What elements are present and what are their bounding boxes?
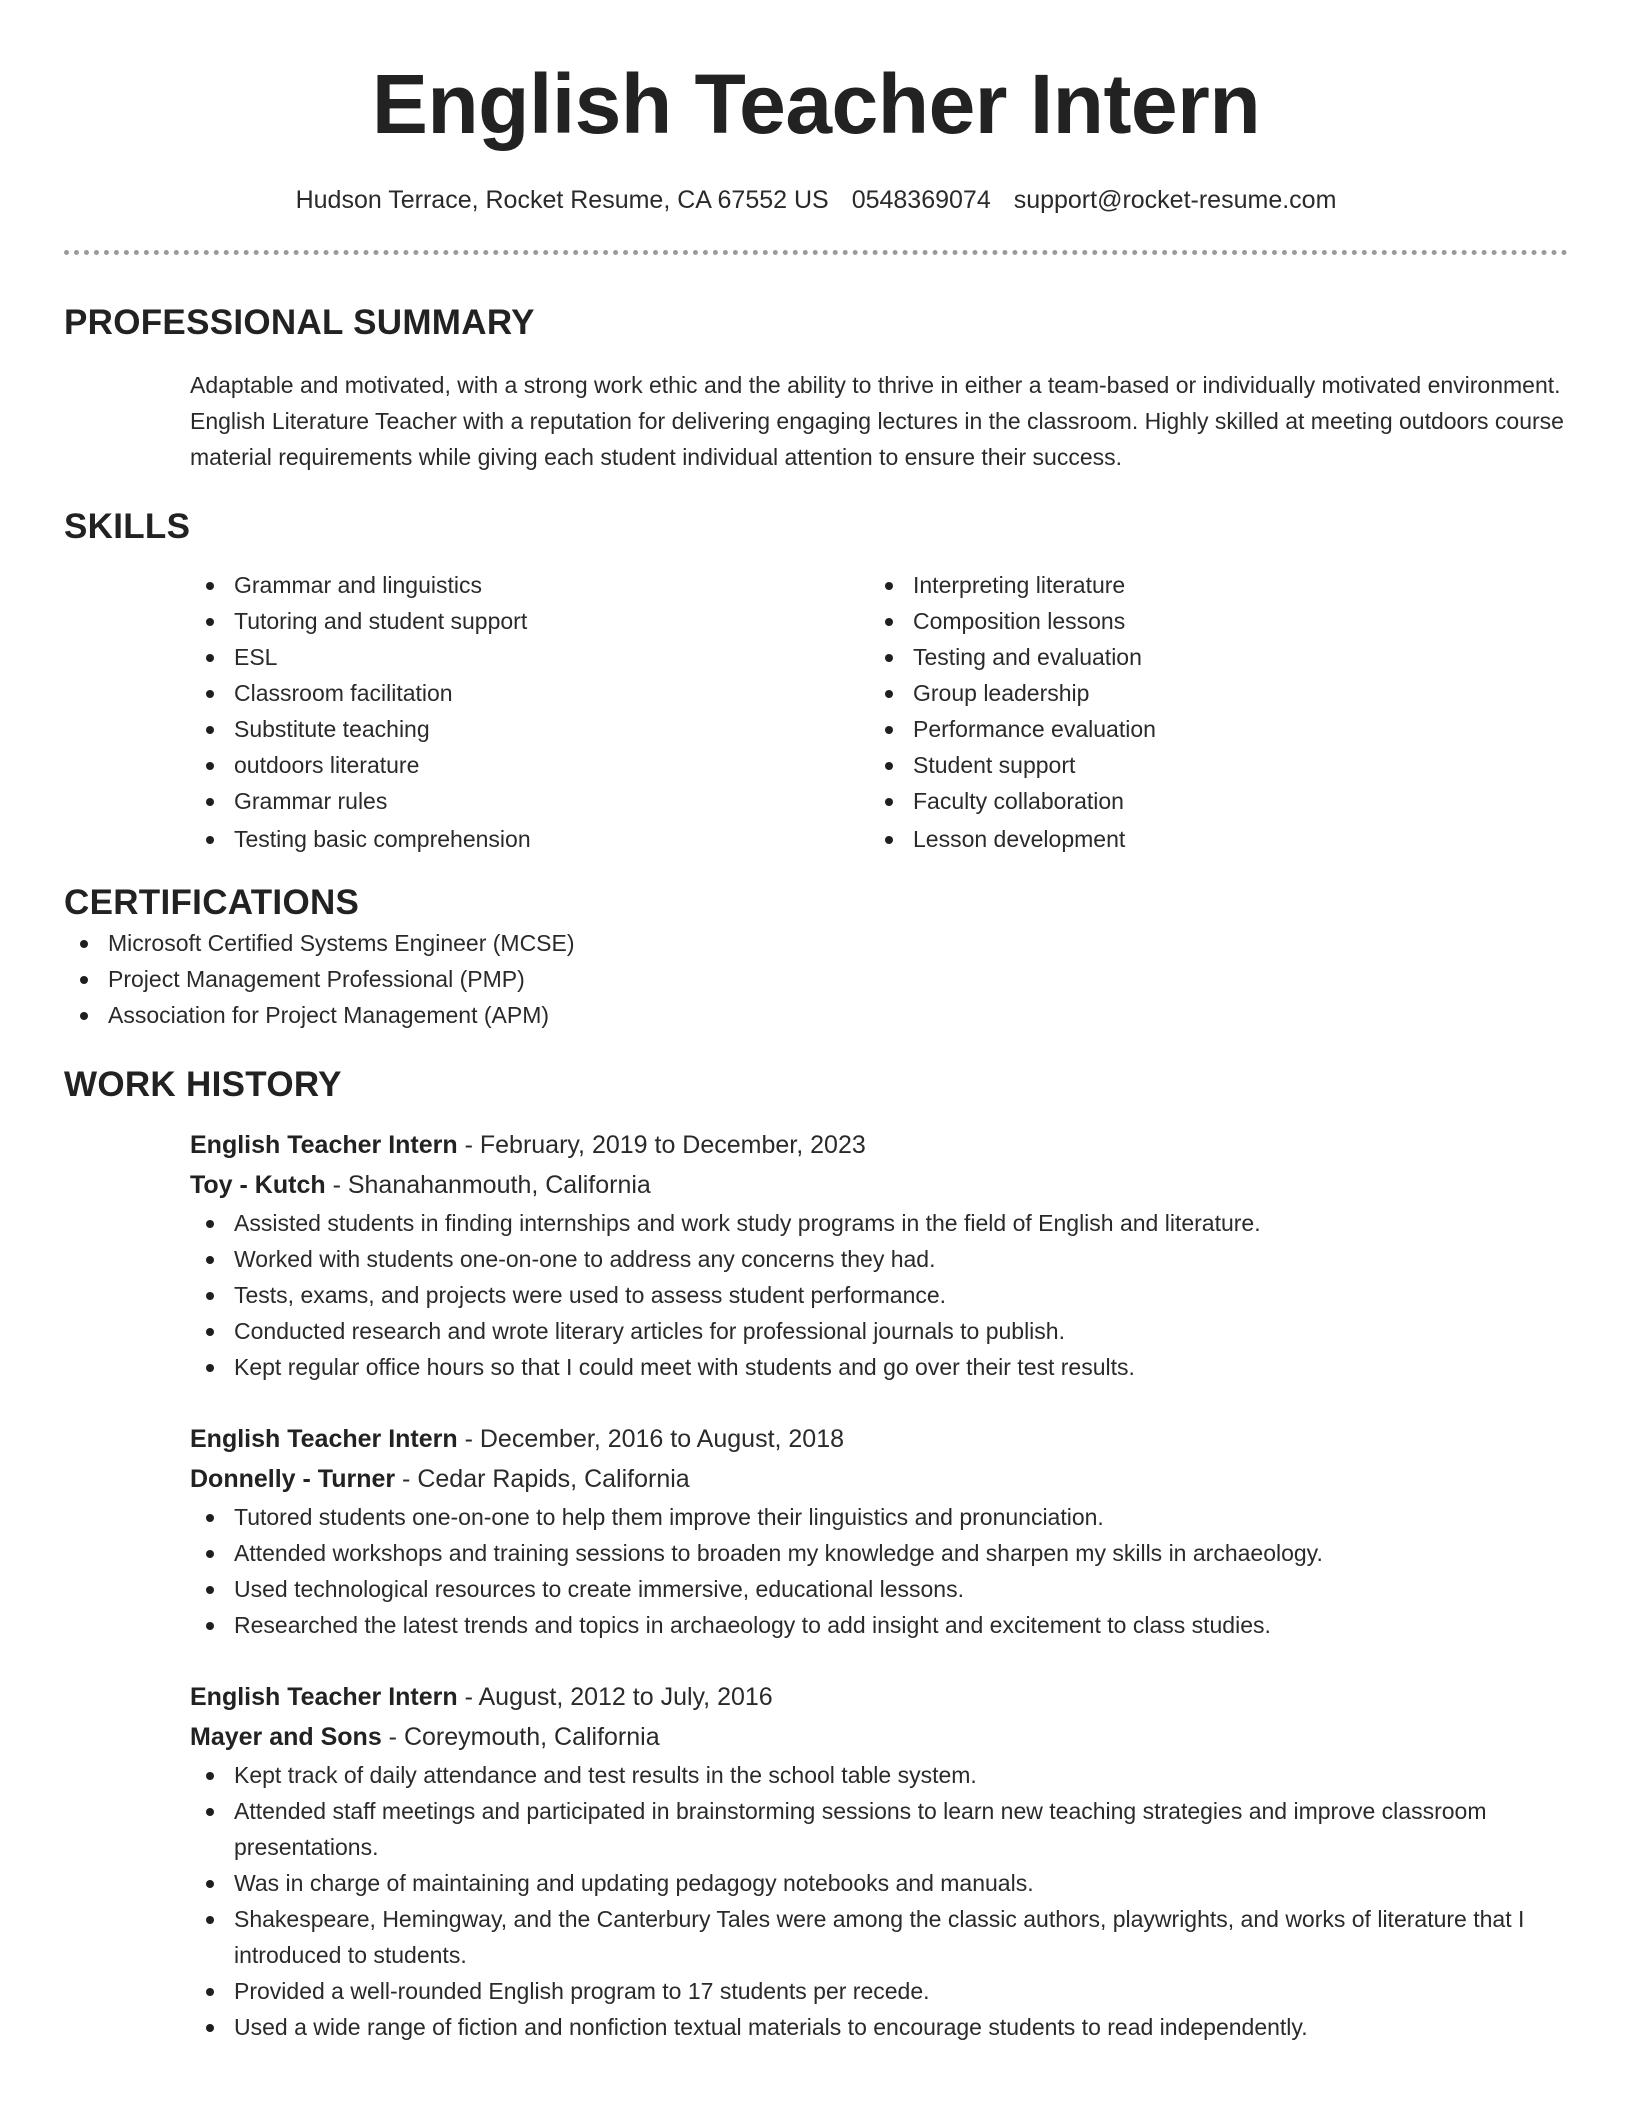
job-company: Toy - Kutch [190, 1171, 326, 1199]
job-bullet: Worked with students one-on-one to address any concerns they had. [190, 1241, 1568, 1277]
job-bullet: Kept track of daily attendance and test results in the school table system. [190, 1757, 1568, 1793]
header-divider [64, 250, 1568, 255]
job-bullet: Assisted students in finding internships and work study programs in the field of English and literature. [190, 1205, 1568, 1241]
skill-item: Student support [869, 747, 1548, 783]
job-bullet: Used technological resources to create immersive, educational lessons. [190, 1571, 1568, 1607]
job-dates: - February, 2019 to December, 2023 [457, 1131, 866, 1159]
skills-heading: SKILLS [64, 507, 191, 546]
work-history-heading: WORK HISTORY [64, 1065, 342, 1104]
job-bullet: Attended workshops and training sessions to broaden my knowledge and sharpen my skills in archaeology. [190, 1535, 1568, 1571]
certifications-heading: CERTIFICATIONS [64, 883, 360, 922]
summary-heading: PROFESSIONAL SUMMARY [64, 303, 535, 342]
job-role: English Teacher Intern [190, 1425, 458, 1453]
summary-text: Adaptable and motivated, with a strong work ethic and the ability to thrive in either a team-based or individually motivated environment. English Literature Teacher with a reputation for delivering engaging lectures in the classroom. Highly skilled at meeting outdoors course material requirements while giving each student individual attention to ensure their success. [190, 372, 1564, 470]
skill-item: Composition lessons [869, 603, 1548, 639]
job-role: English Teacher Intern [190, 1683, 458, 1711]
contact-address: Hudson Terrace, Rocket Resume, CA 67552 US [295, 186, 829, 214]
skill-item: ESL [190, 639, 869, 675]
resume-page [64, 0, 1568, 2045]
job-bullet: Tutored students one-on-one to help them improve their linguistics and pronunciation. [190, 1499, 1568, 1535]
job-bullet: Shakespeare, Hemingway, and the Canterbury Tales were among the classic authors, playwrights, and works of literature that I introduced to students. [190, 1901, 1568, 1973]
skill-item: Tutoring and student support [190, 603, 869, 639]
candidate-name: English Teacher Intern [371, 57, 1261, 151]
job-location: - Shanahanmouth, California [325, 1171, 651, 1199]
contact-line [64, 184, 1568, 216]
job-role: English Teacher Intern [190, 1131, 458, 1159]
job-entry [190, 1125, 1568, 1385]
job-bullet: Tests, exams, and projects were used to assess student performance. [190, 1277, 1568, 1313]
skill-item: Testing basic comprehension [190, 821, 869, 857]
job-bullet: Researched the latest trends and topics in archaeology to add insight and excitement to class studies. [190, 1607, 1568, 1643]
job-bullets [190, 1499, 1568, 1643]
job-dates: - August, 2012 to July, 2016 [457, 1683, 773, 1711]
certifications-list [64, 925, 1568, 1033]
job-title-line [190, 1125, 1568, 1165]
skills-column-right [869, 567, 1548, 857]
job-bullets [190, 1205, 1568, 1385]
skill-item: Testing and evaluation [869, 639, 1548, 675]
skill-item: Classroom facilitation [190, 675, 869, 711]
contact-phone: 0548369074 [851, 186, 991, 214]
job-bullets [190, 1757, 1568, 2045]
job-company: Mayer and Sons [190, 1723, 382, 1751]
job-entry [190, 1677, 1568, 2045]
skills-column-left [190, 567, 869, 857]
job-bullet: Provided a well-rounded English program to 17 students per recede. [190, 1973, 1568, 2009]
skill-item: Interpreting literature [869, 567, 1548, 603]
certification-item: Association for Project Management (APM) [64, 997, 1568, 1033]
skill-item: Grammar and linguistics [190, 567, 869, 603]
job-company: Donnelly - Turner [190, 1465, 396, 1493]
job-title-line [190, 1419, 1568, 1459]
skill-item: Grammar rules [190, 783, 869, 819]
job-bullet: Was in charge of maintaining and updating pedagogy notebooks and manuals. [190, 1865, 1568, 1901]
job-bullet: Conducted research and wrote literary articles for professional journals to publish. [190, 1313, 1568, 1349]
job-bullet: Kept regular office hours so that I could meet with students and go over their test results. [190, 1349, 1568, 1385]
job-company-line [190, 1717, 1568, 1757]
skills-list [190, 567, 1568, 857]
skill-item: Faculty collaboration [869, 783, 1548, 819]
job-dates: - December, 2016 to August, 2018 [457, 1425, 845, 1453]
job-company-line [190, 1165, 1568, 1205]
skill-item: Substitute teaching [190, 711, 869, 747]
certification-item: Microsoft Certified Systems Engineer (MCSE) [64, 925, 1568, 961]
skill-item: outdoors literature [190, 747, 869, 783]
job-location: - Cedar Rapids, California [395, 1465, 690, 1493]
job-bullet: Used a wide range of fiction and nonfiction textual materials to encourage students to read independently. [190, 2009, 1568, 2045]
job-entry [190, 1419, 1568, 1643]
job-title-line [190, 1677, 1568, 1717]
contact-email: support@rocket-resume.com [1013, 186, 1337, 214]
job-company-line [190, 1459, 1568, 1499]
skill-item: Group leadership [869, 675, 1548, 711]
job-bullet: Attended staff meetings and participated in brainstorming sessions to learn new teaching strategies and improve classroom presentations. [190, 1793, 1568, 1865]
skill-item: Lesson development [869, 821, 1548, 857]
certification-item: Project Management Professional (PMP) [64, 961, 1568, 997]
skill-item: Performance evaluation [869, 711, 1548, 747]
job-location: - Coreymouth, California [381, 1723, 660, 1751]
